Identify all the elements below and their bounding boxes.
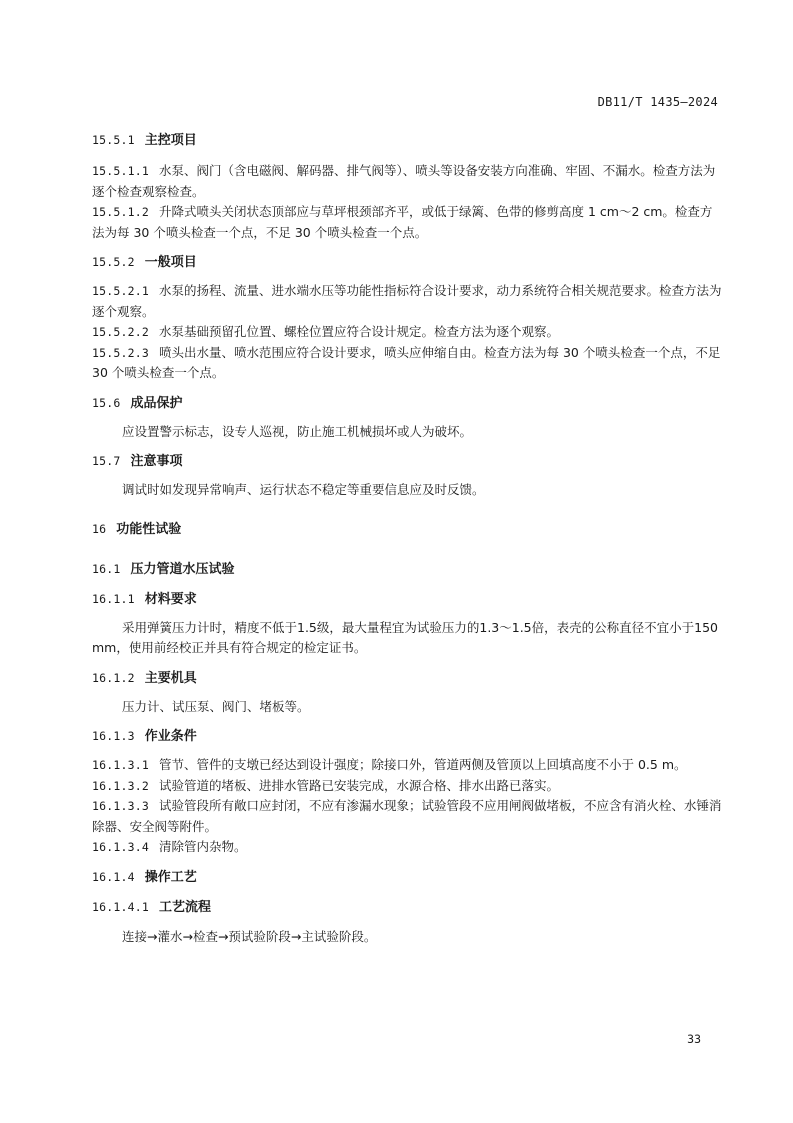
clause-text: 管节、管件的支墩已经达到设计强度；除接口外，管道两侧及管顶以上回填高度不小于 0.5 m。 [159, 757, 687, 772]
section-number: 16.1.1 [92, 591, 135, 606]
section-title: 作业条件 [144, 729, 197, 744]
clause-text: 水泵的扬程、流量、进水端水压等功能性指标符合设计要求，动力系统符合相关规范要求。检查方法为逐个观察。 [92, 283, 722, 319]
section-heading [92, 130, 722, 151]
body-paragraph: 调试时如发现异常响声、运行状态不稳定等重要信息应及时反馈。 [122, 482, 485, 497]
clause-paragraph [92, 776, 722, 797]
section-title: 压力管道水压试验 [130, 561, 235, 577]
clause-text: 试验管道的堵板、进排水管路已安装完成，水源合格、排水出路已落实。 [159, 777, 560, 793]
section-number: 16.1.4.1 [92, 899, 149, 914]
section-number: 15.5.2 [92, 255, 135, 269]
section-title: 主控项目 [144, 133, 197, 148]
clause-number: 15.5.1.1 [92, 164, 149, 178]
clause-number: 16.1.3.4 [92, 840, 149, 854]
clause-number: 16.1.3.3 [92, 799, 149, 813]
section-number: 15.7 [92, 454, 121, 468]
clause-paragraph [92, 281, 722, 322]
clause-paragraph [92, 202, 722, 243]
section-title: 注意事项 [130, 454, 183, 469]
section-heading [92, 451, 722, 472]
chapter-heading [92, 519, 722, 540]
section-title: 操作工艺 [144, 869, 197, 885]
section-heading [92, 726, 722, 747]
clause-paragraph [92, 796, 722, 837]
clause-number: 16.1.3.2 [92, 778, 149, 793]
clause-text: 清除管内杂物。 [159, 839, 247, 854]
body-paragraph: 应设置警示标志，设专人巡视，防止施工机械损坏或人为破坏。 [122, 423, 473, 439]
document-header-id: DB11/T 1435—2024 [597, 95, 718, 109]
clause-text: 喷头出水量、喷水范围应符合设计要求，喷头应伸缩自由。检查方法为每 30 个喷头检查一个点，不足 30 个喷头检查一个点。 [92, 344, 721, 380]
body-paragraph: 采用弹簧压力计时，精度不低于1.5级，最大量程宜为试验压力的1.3～1.5倍，表壳的公称直径不宜小于150 mm，使用前经校正并具有符合规定的检定证书。 [92, 619, 718, 655]
section-title: 材料要求 [144, 591, 197, 607]
body-paragraph: 压力计、试压泵、阀门、堵板等。 [122, 698, 310, 714]
section-title: 主要机具 [144, 670, 197, 686]
section-title: 一般项目 [144, 255, 197, 270]
document-body [92, 128, 722, 947]
clause-text: 试验管段所有敞口应封闭，不应有渗漏水现象；试验管段不应用闸阀做堵板，不应含有消火栓、水锤消除器、安全阀等附件。 [92, 798, 722, 834]
body-paragraph: 连接→灌水→检查→预试验阶段→主试验阶段。 [122, 928, 377, 944]
section-number: 15.5.1 [92, 133, 135, 147]
section-number: 16.1.3 [92, 729, 135, 743]
section-number: 16.1.2 [92, 670, 135, 685]
section-number: 15.6 [92, 395, 121, 410]
clause-paragraph [92, 837, 722, 858]
section-title: 工艺流程 [159, 899, 212, 915]
clause-text: 升降式喷头关闭状态顶部应与草坪根颈部齐平，或低于绿篱、色带的修剪高度 1 cm～2 cm。检查方法为每 30 个喷头检查一个点，不足 30 个喷头检查一个点。 [92, 204, 713, 240]
section-number: 16.1.4 [92, 869, 135, 884]
section-heading [92, 897, 722, 918]
chapter-title: 功能性试验 [116, 521, 182, 537]
chapter-number: 16 [92, 521, 107, 536]
clause-number: 15.5.2.1 [92, 284, 149, 298]
clause-number: 16.1.3.1 [92, 758, 149, 772]
section-heading [92, 252, 722, 273]
section-heading [92, 668, 722, 689]
clause-number: 15.5.1.2 [92, 205, 149, 219]
clause-number: 15.5.2.3 [92, 345, 149, 360]
clause-text: 水泵、阀门（含电磁阀、解码器、排气阀等）、喷头等设备安装方向准确、牢固、不漏水。检查方法为逐个检查观察检查。 [92, 163, 716, 199]
section-heading [92, 559, 722, 580]
clause-paragraph [92, 322, 722, 343]
clause-paragraph [92, 755, 722, 776]
clause-paragraph [92, 343, 722, 384]
clause-text: 水泵基础预留孔位置、螺栓位置应符合设计规定。检查方法为逐个观察。 [159, 324, 560, 339]
section-number: 16.1 [92, 561, 121, 576]
section-title: 成品保护 [130, 395, 183, 411]
clause-number: 15.5.2.2 [92, 325, 149, 339]
clause-paragraph [92, 161, 722, 202]
section-heading [92, 589, 722, 610]
page-number: 33 [687, 1032, 701, 1046]
section-heading [92, 867, 722, 888]
section-heading [92, 393, 722, 414]
